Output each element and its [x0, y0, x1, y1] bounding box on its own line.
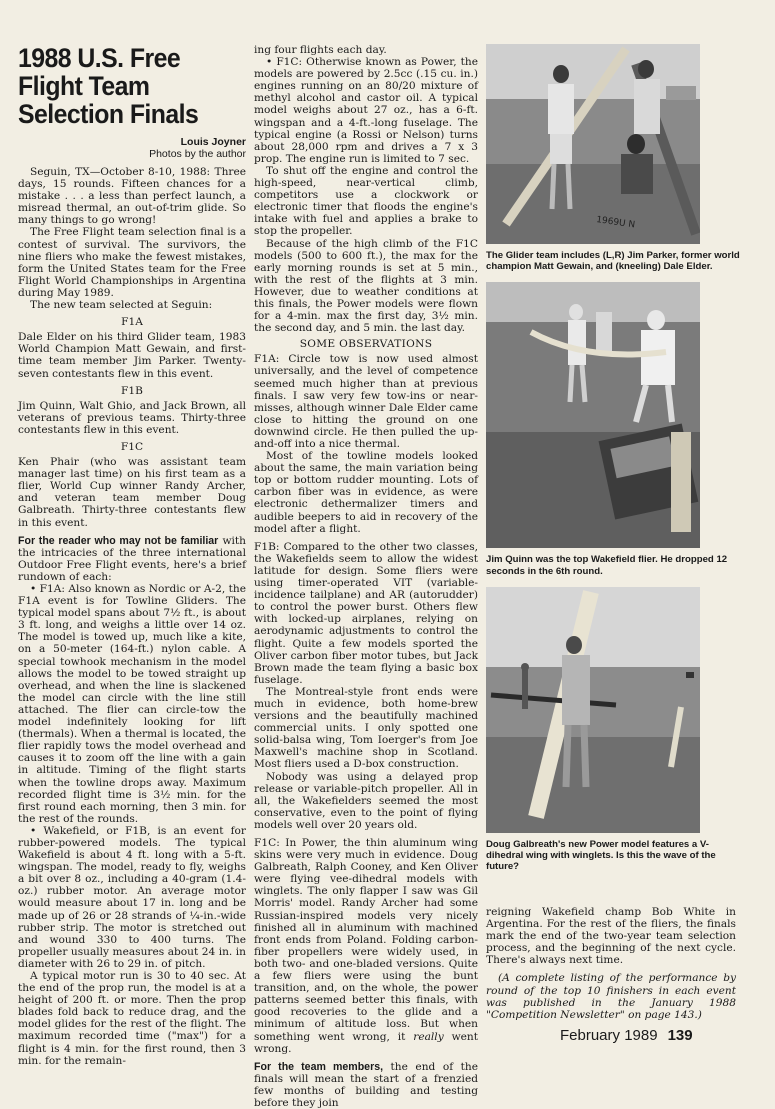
towline-paragraph: Most of the towline models looked about the same, the main variation being top or bottom rudder mounting. Lots of carbon fiber was in evidence, as were electronic dethermalizer timers and audible beepers to aid in recovery of the model after a flight.	[254, 450, 478, 535]
caption-power-model: Doug Galbreath's new Power model features a V-dihedral wing with winglets. Is this the wave of the future?	[486, 838, 716, 873]
column-2	[254, 44, 478, 1109]
f1a-team: Dale Elder on his third Glider team, 1983 World Champion Matt Gewain, and first-time team member Jim Parker. Twenty-seven contestants flew in this event.	[18, 331, 246, 380]
montreal-paragraph: The Montreal-style front ends were much in evidence, both home-brew versions and the beautifully machined commercial units. I only spotted one solid-balsa wing, Tom Ioerger's from Joe Maxwell's machine shop in Scotland. Most fliers used a D-box construction.	[254, 685, 478, 771]
wakefield-image	[486, 282, 700, 548]
listing-note: (A complete listing of the performance by round of the top 10 finishers in each event was published in the January 1988 "Competition Newsletter" on page 143.)	[486, 972, 736, 1021]
wing-registration-text: 1969U N	[595, 215, 636, 231]
climb-paragraph: Because of the high climb of the F1C models (500 to 600 ft.), the max for the early morning rounds is set at 5 min., with the rest of the flights at 3 min. However, due to weather conditions at this finals, the Power models were flown for a 4-min. max the first day, 3½ min. the second day, and 5 min. the last day.	[254, 237, 478, 335]
obs-f1c-end: went wrong.	[254, 1030, 478, 1055]
reader-lead: For the reader who may not be familiar	[18, 534, 219, 547]
column-3-text	[486, 906, 736, 1021]
reader-paragraph	[18, 535, 246, 583]
shutoff-paragraph: To shut off the engine and control the high-speed, near-vertical climb, competitors use a clockwork or electronic timer that floods the engine's intake with fuel and applies a brake to stop the propeller.	[254, 164, 478, 238]
glider-team-image	[486, 44, 700, 244]
obs-f1c	[254, 837, 478, 1055]
f1c-description: • F1C: Otherwise known as Power, the models are powered by 2.5cc (.15 cu. in.) engines running on an 80/20 mixture of methyl alcohol and castor oil. A typical model weighs about 27 oz., has a 6-ft. wingspan and a 4-ft.-long fuselage. The typical engine (a Rossi or Nelson) turns about 28,000 rpm and drives a 7 x 3 prop. The engine run is limited to 7 sec.	[254, 56, 478, 165]
caption-glider-team: The Glider team includes (L,R) Jim Parker, former world champion Matt Gewain, and (kneeling) Dale Elder.	[486, 250, 740, 273]
author-name: Louis Joyner	[180, 136, 246, 148]
photo-power-model	[486, 587, 700, 833]
issue-date: February 1989	[560, 1027, 658, 1044]
page-footer	[560, 1027, 760, 1044]
power-model-image	[486, 587, 700, 833]
f1b-team: Jim Quinn, Walt Ghio, and Jack Brown, all veterans of previous teams. Thirty-three contestants flew in this event.	[18, 399, 246, 436]
obs-f1a: F1A: Circle tow is now used almost universally, and the level of competence seemed much higher than at previous finals. I saw very few tow-ins or near-misses, although winner Dale Elder came close to hitting the ground on one downwind circle. He then pulled the up-and-off into a nice thermal.	[254, 353, 478, 450]
body-paragraph: The Free Flight team selection final is a contest of survival. The survivors, the nine fliers who make the fewest mistakes, form the United States team for the Free Flight World Championships in Argentina during May 1989.	[18, 226, 246, 299]
photo-wakefield	[486, 282, 700, 548]
intro-paragraph: Seguin, TX—October 8-10, 1988: Three days, 15 rounds. Fifteen chances for a mistake . . . a less than perfect launch, a misread thermal, an out-of-trim glide. So many things to go wrong!	[18, 166, 246, 227]
members-lead: For the team members,	[254, 1060, 384, 1073]
page-number: 139	[667, 1027, 693, 1044]
f1b-description: • Wakefield, or F1B, is an event for rubber-powered models. The typical Wakefield is about 4 ft. long with a 5-ft. wingspan. The model, ready to fly, weighs a bit over 8 oz., including a 40-gram (1.4-oz.) rubber motor. An average motor would measure about 17 in. long and be made up of 26 or 28 strands of ¼-in.-wide rubber strip. The motor is stretched out and wound 330 to 400 turns. The propeller usually measures about 24 in. in diameter with 26 to 29 in. of pitch.	[18, 824, 246, 970]
motor-run-paragraph: A typical motor run is 30 to 40 sec. At the end of the prop run, the model is at a height of 200 ft. or more. Then the prop blades fold back to reduce drag, and the model glides for the rest of the flight. The maximum recorded time ("max") for a flight is 4 min. for the first round, then 3 min. for the remain-	[18, 970, 246, 1067]
f1c-team: Ken Phair (who was assistant team manager last time) on his first team as a flier, World Cup winner Randy Archer, and veteran team member Doug Galbreath. Thirty-three contestants flew in this event.	[18, 456, 246, 529]
photo-glider-team	[486, 44, 700, 244]
obs-f1b: F1B: Compared to the other two classes, the Wakefields seem to allow the widest latitude for design. Some fliers were using timer-operated VIT (variable-incidence tailplane) and AR (autorudder) to control the power burst. Others flew with locked-up airplanes, relying on aerodynamic adjustments to control the flight. Quite a few models sported the Oliver carbon fiber motor tubes, but Jack Brown made the team flying a basic box fuselage.	[254, 540, 478, 686]
obs-f1c-text: F1C: In Power, the thin aluminum wing skins were very much in evidence. Doug Galbreath, Ralph Cooney, and Ken Oliver were flying vee-dihedral models with winglets. The only flapper I saw was Gil Morris' model. Randy Archer had some Russian-inspired models very nicely finished all in aluminum with machined front ends from Poland. Folding carbon-fiber propellers were widely used, in both two- and one-bladed versions. Quite a few fliers were using the bunt transition, and, on the whole, the power patterns seemed better this finals, with good recoveries to the glide and a minimum of altitude loss. But when something went wrong, it	[254, 837, 478, 1043]
f1a-subhead: F1A	[121, 316, 143, 329]
f1c-subhead: F1C	[120, 440, 144, 453]
f1a-description: • F1A: Also known as Nordic or A-2, the F1A event is for Towline Gliders. The typical model spans about 7½ ft., is about 3 ft. long, and weighs a little over 14 oz. The model is towed up, much like a kite, on a 50-meter (164-ft.) nylon cable. A special towhook mechanism in the model allows the model to be towed straight up overhead, and when the line is slackened the model can circle with the line still attached. The flier can circle-tow the model indefinitely looking for lift (thermals). When a thermal is located, the flier rapidly tows the model overhead and causes it to zoom off the line with a gain in altitude. Timing of the flight starts when the towline drops away. Maximum recorded flight time is 3½ min. for the first round each morning, then 3 min. for the rest of the rounds.	[18, 583, 246, 825]
column-1	[18, 44, 246, 1067]
observations-heading: SOME OBSERVATIONS	[299, 338, 433, 351]
column-3	[486, 44, 746, 872]
caption-wakefield: Jim Quinn was the top Wakefield flier. He dropped 12 seconds in the 6th round.	[486, 554, 728, 577]
nobody-paragraph: Nobody was using a delayed prop release or variable-pitch propeller. All in all, the Wakefielders seemed the most conservative, even to the point of flying models well over 20 years old.	[254, 770, 478, 831]
f1b-subhead: F1B	[121, 384, 143, 397]
members-rest: the end of the finals will mean the start of a frenzied few months of building and testing before they join	[254, 1060, 478, 1109]
closing-paragraph: reigning Wakefield champ Bob White in Argentina. For the rest of the fliers, the finals mark the end of the two-year team selection process, and the beginning of the next cycle. There's always next time.	[486, 906, 736, 967]
body-paragraph: The new team selected at Seguin:	[30, 299, 213, 312]
article-title: 1988 U.S. Free Flight Team Selection Finals	[18, 43, 199, 129]
team-members-paragraph	[254, 1061, 478, 1109]
photo-credit: Photos by the author	[149, 148, 246, 160]
reader-rest: with the intricacies of the three international Outdoor Free Flight events, here's a brief rundown of each:	[18, 534, 246, 583]
byline	[18, 136, 246, 160]
continued-text: ing four flights each day.	[254, 44, 387, 56]
obs-f1c-emphasis: really	[413, 1030, 444, 1043]
